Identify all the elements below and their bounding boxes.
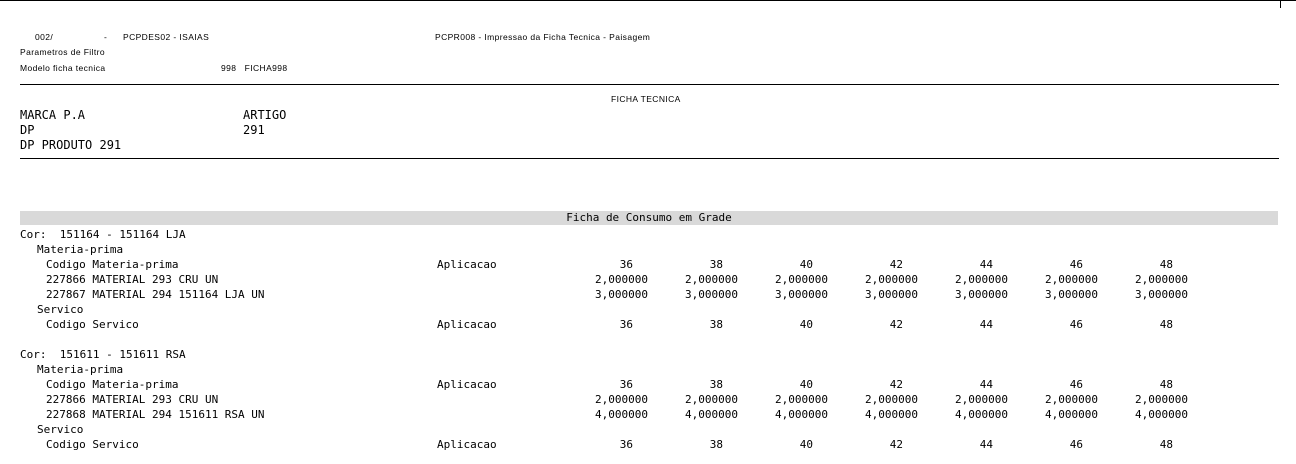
report-user: PCPDES02 - ISAIAS bbox=[123, 32, 210, 42]
material-row-value: 2,000000 bbox=[865, 273, 918, 286]
size-header-38: 38 bbox=[709, 318, 723, 331]
produto-name: DP PRODUTO 291 bbox=[20, 138, 122, 152]
aplicacao-header: Aplicacao bbox=[437, 318, 497, 331]
size-header-38: 38 bbox=[709, 378, 723, 391]
material-row-value: 4,000000 bbox=[1045, 408, 1098, 421]
size-header-46: 46 bbox=[1069, 258, 1083, 271]
size-header-40: 40 bbox=[799, 258, 813, 271]
serv-section-label: Servico bbox=[37, 303, 84, 316]
material-row-value: 2,000000 bbox=[685, 393, 738, 406]
grade-title: Ficha de Consumo em Grade bbox=[566, 211, 732, 224]
material-row-value: 4,000000 bbox=[685, 408, 738, 421]
material-row-value: 2,000000 bbox=[1135, 393, 1188, 406]
report-program: PCPR008 - Impressao da Ficha Tecnica - Paisagem bbox=[435, 32, 651, 42]
size-header-40: 40 bbox=[799, 378, 813, 391]
material-row-value: 2,000000 bbox=[955, 273, 1008, 286]
marca-value: DP bbox=[20, 123, 35, 137]
artigo-label: ARTIGO bbox=[243, 108, 287, 122]
top-right-marker bbox=[1280, 0, 1281, 8]
material-row-value: 3,000000 bbox=[1135, 288, 1188, 301]
material-row-value: 2,000000 bbox=[865, 393, 918, 406]
model-label: Modelo ficha tecnica bbox=[20, 63, 106, 73]
size-header-42: 42 bbox=[889, 378, 903, 391]
top-border bbox=[0, 0, 1296, 1]
size-header-48: 48 bbox=[1159, 378, 1173, 391]
size-header-42: 42 bbox=[889, 258, 903, 271]
size-header-46: 46 bbox=[1069, 438, 1083, 451]
material-row-value: 3,000000 bbox=[865, 288, 918, 301]
size-header-46: 46 bbox=[1069, 378, 1083, 391]
mp-section-label: Materia-prima bbox=[37, 243, 124, 256]
material-row-value: 2,000000 bbox=[775, 273, 828, 286]
material-row-value: 2,000000 bbox=[1135, 273, 1188, 286]
material-row-desc: 227866 MATERIAL 293 CRU UN bbox=[46, 273, 219, 286]
size-header-42: 42 bbox=[889, 438, 903, 451]
size-header-48: 48 bbox=[1159, 258, 1173, 271]
cor-header: Cor: 151164 - 151164 LJA bbox=[20, 228, 186, 241]
size-header-48: 48 bbox=[1159, 318, 1173, 331]
material-row-desc: 227868 MATERIAL 294 151611 RSA UN bbox=[46, 408, 265, 421]
divider bbox=[20, 84, 1279, 85]
mp-section-label: Materia-prima bbox=[37, 363, 124, 376]
size-header-40: 40 bbox=[799, 318, 813, 331]
material-row-value: 4,000000 bbox=[955, 408, 1008, 421]
size-header-38: 38 bbox=[709, 438, 723, 451]
aplicacao-header: Aplicacao bbox=[437, 258, 497, 271]
serv-section-label: Servico bbox=[37, 423, 84, 436]
cor-header: Cor: 151611 - 151611 RSA bbox=[20, 348, 186, 361]
material-row-value: 2,000000 bbox=[1045, 393, 1098, 406]
params-label: Parametros de Filtro bbox=[20, 47, 105, 57]
ficha-title: FICHA TECNICA bbox=[611, 94, 681, 104]
size-header-36: 36 bbox=[619, 318, 633, 331]
material-row-value: 3,000000 bbox=[955, 288, 1008, 301]
size-header-44: 44 bbox=[979, 258, 993, 271]
marca-label: MARCA P.A bbox=[20, 108, 86, 122]
size-header-44: 44 bbox=[979, 378, 993, 391]
grade-title-band bbox=[20, 211, 1278, 225]
material-row-value: 2,000000 bbox=[595, 393, 648, 406]
size-header-36: 36 bbox=[619, 258, 633, 271]
serv-code-header: Codigo Servico bbox=[46, 318, 139, 331]
aplicacao-header: Aplicacao bbox=[437, 438, 497, 451]
material-row-desc: 227866 MATERIAL 293 CRU UN bbox=[46, 393, 219, 406]
divider bbox=[20, 158, 1279, 159]
material-row-value: 4,000000 bbox=[865, 408, 918, 421]
material-row-value: 3,000000 bbox=[775, 288, 828, 301]
material-row-value: 4,000000 bbox=[775, 408, 828, 421]
size-header-36: 36 bbox=[619, 438, 633, 451]
size-header-46: 46 bbox=[1069, 318, 1083, 331]
material-row-value: 2,000000 bbox=[685, 273, 738, 286]
size-header-44: 44 bbox=[979, 438, 993, 451]
material-row-value: 4,000000 bbox=[1135, 408, 1188, 421]
aplicacao-header: Aplicacao bbox=[437, 378, 497, 391]
model-value: 998 FICHA998 bbox=[221, 63, 288, 73]
artigo-value: 291 bbox=[243, 123, 265, 137]
material-row-value: 3,000000 bbox=[685, 288, 738, 301]
material-row-value: 3,000000 bbox=[1045, 288, 1098, 301]
size-header-40: 40 bbox=[799, 438, 813, 451]
serv-code-header: Codigo Servico bbox=[46, 438, 139, 451]
material-row-value: 2,000000 bbox=[1045, 273, 1098, 286]
report-code: 002/ bbox=[35, 32, 54, 42]
size-header-44: 44 bbox=[979, 318, 993, 331]
size-header-42: 42 bbox=[889, 318, 903, 331]
material-row-value: 2,000000 bbox=[955, 393, 1008, 406]
size-header-36: 36 bbox=[619, 378, 633, 391]
material-row-value: 4,000000 bbox=[595, 408, 648, 421]
material-row-value: 2,000000 bbox=[595, 273, 648, 286]
material-row-desc: 227867 MATERIAL 294 151164 LJA UN bbox=[46, 288, 265, 301]
mp-code-header: Codigo Materia-prima bbox=[46, 258, 179, 271]
size-header-48: 48 bbox=[1159, 438, 1173, 451]
mp-code-header: Codigo Materia-prima bbox=[46, 378, 179, 391]
material-row-value: 3,000000 bbox=[595, 288, 648, 301]
size-header-38: 38 bbox=[709, 258, 723, 271]
material-row-value: 2,000000 bbox=[775, 393, 828, 406]
report-dash: - bbox=[104, 32, 108, 42]
